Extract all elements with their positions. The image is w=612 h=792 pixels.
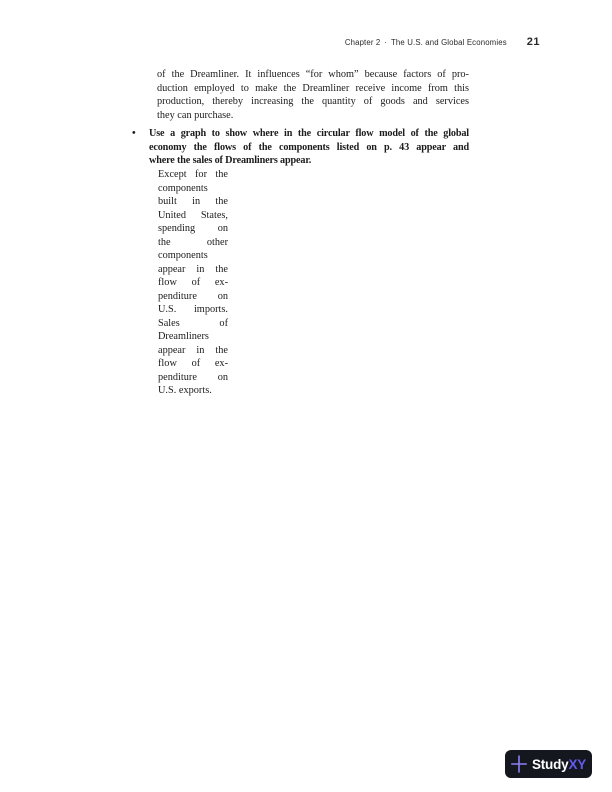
- answer-line: penditure on: [158, 371, 228, 383]
- answer-line: built in the: [158, 196, 228, 207]
- answer-line: Dreamliners: [158, 331, 209, 342]
- brand-name-accent: XY: [568, 756, 587, 772]
- answer-line: Except for the: [158, 169, 228, 180]
- body-paragraph: [157, 68, 469, 122]
- answer-line: appear in the: [158, 344, 228, 356]
- answer-line: components: [158, 250, 208, 261]
- brand-name: [532, 757, 586, 772]
- chapter-label: Chapter 2: [344, 38, 381, 47]
- page-number: 21: [526, 36, 540, 48]
- brand-name-main: Study: [531, 756, 569, 772]
- answer-line: U.S. imports.: [158, 304, 228, 315]
- paragraph-line: they can purchase.: [157, 109, 234, 121]
- bullet-question-text: [149, 127, 469, 168]
- paragraph-line: of the Dreamliner. It influences “for whom” because factors of pro-: [157, 69, 469, 80]
- plus-icon: [511, 755, 527, 773]
- answer-line: spending on: [158, 223, 228, 234]
- answer-column: [158, 168, 228, 398]
- bullet-line: where the sales of Dreamliners appear.: [149, 155, 312, 167]
- bullet-line: Use a graph to show where in the circular flow model of the global: [149, 128, 469, 139]
- header-separator: ·: [384, 38, 388, 47]
- paragraph-line: duction employed to make the Dreamliner receive income from this: [157, 82, 469, 94]
- bullet-line: economy the flows of the components listed on p. 43 appear and: [149, 141, 469, 153]
- answer-line: flow of ex-: [158, 358, 228, 369]
- bullet-icon: •: [132, 128, 136, 139]
- answer-line: components: [158, 182, 208, 194]
- answer-line: the other: [158, 236, 228, 248]
- paragraph-line: production, thereby increasing the quantity of goods and services: [157, 96, 469, 107]
- chapter-title: The U.S. and Global Economies: [391, 38, 507, 47]
- answer-line: Sales of: [158, 317, 228, 329]
- bullet-question: [132, 127, 469, 168]
- answer-line: appear in the: [158, 263, 228, 275]
- answer-line: United States,: [158, 209, 228, 221]
- answer-line: penditure on: [158, 290, 228, 302]
- answer-line: flow of ex-: [158, 277, 228, 288]
- answer-line: U.S. exports.: [158, 385, 212, 396]
- running-header: [345, 36, 540, 48]
- studyxy-logo[interactable]: [505, 750, 592, 778]
